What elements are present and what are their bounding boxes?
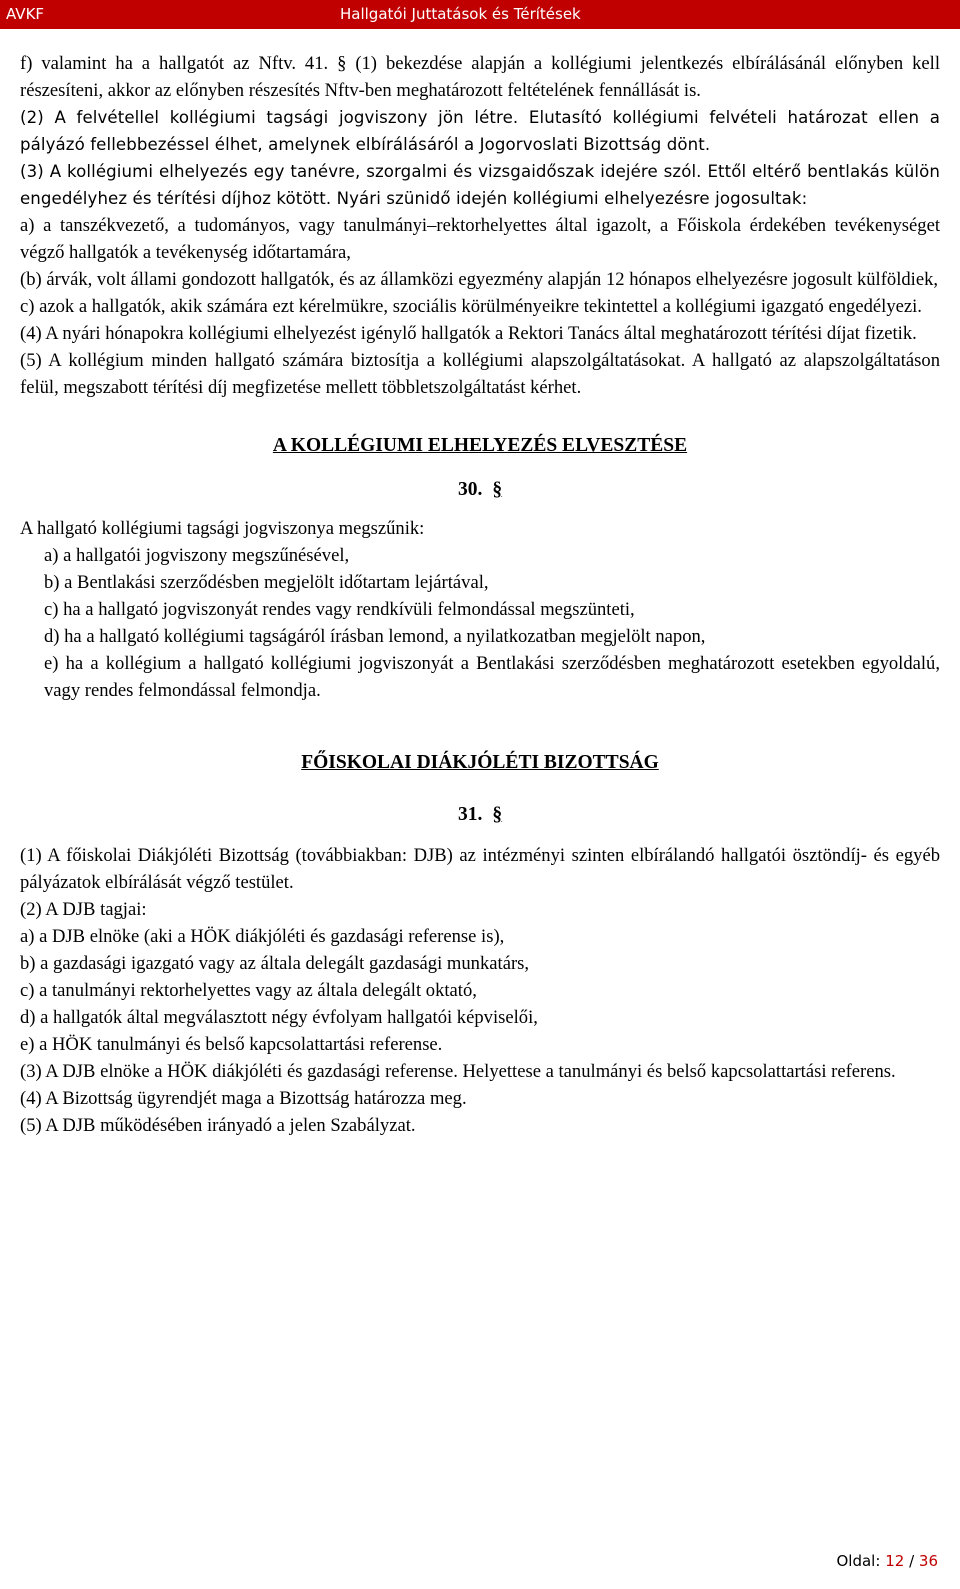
list-item: d) ha a hallgató kollégiumi tagságáról írásban lemond, a nyilatkozatban megjelölt napon, [44,626,706,647]
list-item: b) a gazdasági igazgató vagy az általa delegált gazdasági munkatárs, [20,953,530,974]
paragraph: f) valamint ha a hallgatót az Nftv. 41. § (1) bekezdése alapján a kollégiumi jelentkezés elbírálásánál előnyben kell részesíteni, akkor az előnyben részesítés Nftv-ben meghatározott feltételének fennállását is. [20,53,940,101]
list-item: d) a hallgatók által megválasztott négy évfolyam hallgatói képviselői, [20,1007,538,1028]
paragraph: (1) A főiskolai Diákjóléti Bizottság (továbbiakban: DJB) az intézményi szinten elbírálandó hallgatói ösztöndíj- és egyéb pályázatok elbírálását végző testület. [20,845,940,893]
paragraph: (b) árvák, volt állami gondozott hallgatók, és az államközi egyezmény alapján 12 hónapos elhelyezésre jogosult külföldiek, [20,269,939,290]
list-item: a) a hallgatói jogviszony megszűnésével, [44,545,350,566]
page-footer [836,1552,938,1570]
section-number: 31. § [457,804,503,825]
paragraph: a) a tanszékvezető, a tudományos, vagy tanulmányi–rektorhelyettes által igazolt, a Főiskola érdekében tevékenységet végző hallgatók a tevékenység időtartamára, [20,215,940,263]
page-label: Oldal: [836,1552,881,1570]
document-body [20,50,940,1139]
paragraph: (2) A DJB tagjai: [20,899,147,920]
list-item: c) ha a hallgató jogviszonyát rendes vagy rendkívüli felmondással megszünteti, [44,599,635,620]
paragraph: (3) A kollégiumi elhelyezés egy tanévre, szorgalmi és vizsgaidőszak idejére szól. Ettől eltérő bentlakás külön engedélyhez és térítési díjhoz kötött. Nyári szünidő idején kollégiumi elhelyezésre jogosultak: [20,162,940,208]
header-left: AVKF [6,5,45,23]
section-heading: A KOLLÉGIUMI ELHELYEZÉS ELVESZTÉSE [272,435,688,456]
header-title: Hallgatói Juttatások és Térítések [340,5,581,23]
list-item: a) a DJB elnöke (aki a HÖK diákjóléti és gazdasági referense is), [20,926,505,947]
paragraph: c) azok a hallgatók, akik számára ezt kérelmükre, szociális körülményeikre tekintettel a kollégiumi igazgató engedélyezi. [20,296,922,317]
page-current: 12 [885,1552,905,1570]
section-heading: FŐISKOLAI DIÁKJÓLÉTI BIZOTTSÁG [301,752,659,773]
list-item: b) a Bentlakási szerződésben megjelölt időtartam lejártával, [44,572,489,593]
paragraph: (5) A DJB működésében irányadó a jelen Szabályzat. [20,1115,416,1136]
list-item: e) ha a kollégium a hallgató kollégiumi jogviszonyát a Bentlakási szerződésben meghatározott esetekben egyoldalú, vagy rendes felmondással felmondja. [44,653,940,701]
page-total: 36 [918,1552,938,1570]
section-number: 30. § [457,479,503,500]
list-item: e) a HÖK tanulmányi és belső kapcsolattartási referense. [20,1034,443,1055]
page-separator: / [909,1552,915,1570]
paragraph: (4) A Bizottság ügyrendjét maga a Bizottság határozza meg. [20,1088,467,1109]
paragraph: (2) A felvétellel kollégiumi tagsági jogviszony jön létre. Elutasító kollégiumi felvételi határozat ellen a pályázó fellebbezéssel élhet, amelynek elbírálásáról a Jogorvoslati Bizottság dönt. [20,108,940,154]
section-intro: A hallgató kollégiumi tagsági jogviszonya megszűnik: [20,518,425,539]
list [20,542,940,704]
paragraph: (5) A kollégium minden hallgató számára biztosítja a kollégiumi alapszolgáltatásokat. A hallgató az alapszolgáltatáson felül, megszabott térítési díj megfizetése mellett többletszolgáltatást kérhet. [20,350,940,398]
paragraph: (4) A nyári hónapokra kollégiumi elhelyezést igénylő hallgatók a Rektori Tanács által meghatározott térítési díjat fizetik. [20,323,917,344]
list-item: c) a tanulmányi rektorhelyettes vagy az általa delegált oktató, [20,980,477,1001]
page-header [0,0,960,29]
paragraph: (3) A DJB elnöke a HÖK diákjóléti és gazdasági referense. Helyettese a tanulmányi és belső kapcsolattartási referens. [20,1061,896,1082]
